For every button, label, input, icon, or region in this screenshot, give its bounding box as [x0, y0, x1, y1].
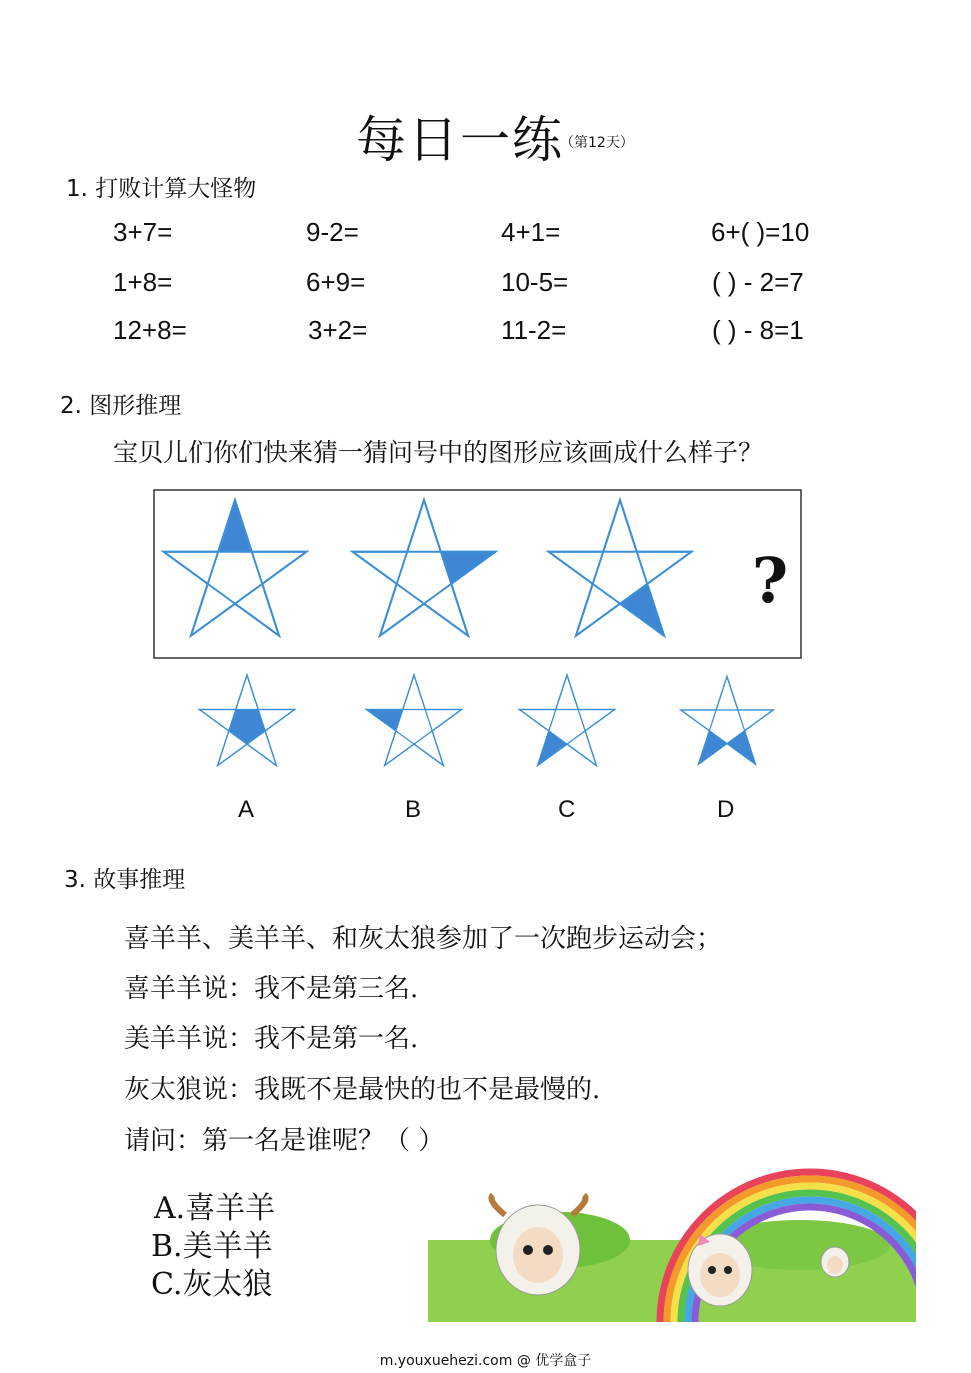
story-line: 喜羊羊说：我不是第三名. — [124, 974, 419, 1004]
section2-heading: 2. 图形推理 — [60, 393, 182, 419]
page-subtitle: （第12天） — [560, 135, 634, 151]
story-question: 请问：第一名是谁呢？（ ） — [124, 1126, 445, 1156]
equation: 9-2= — [306, 217, 359, 247]
option-label-a: A — [238, 796, 255, 823]
equation: 1+8= — [113, 267, 173, 297]
option-label-b: B — [405, 796, 422, 823]
equation: 3+7= — [113, 217, 173, 247]
equation: ( ) - 8=1 — [712, 315, 804, 345]
page-title: 每日一练 — [356, 111, 564, 169]
sequence-star-2 — [353, 500, 496, 636]
choice-b: B.美羊羊 — [151, 1229, 273, 1264]
equation: ( ) - 2=7 — [712, 267, 804, 297]
story-line: 美羊羊说：我不是第一名. — [124, 1024, 419, 1054]
option-star-d — [681, 677, 773, 765]
choice-a: A.喜羊羊 — [154, 1191, 276, 1226]
option-star-c — [519, 675, 614, 766]
footer-watermark: m.youxuehezi.com @ 优学盒子 — [379, 1353, 592, 1369]
cartoon-scene — [428, 1160, 971, 1330]
section3-heading: 3. 故事推理 — [64, 867, 186, 893]
section2-question: 宝贝儿们你们快来猜一猜问号中的图形应该画成什么样子？ — [113, 438, 764, 467]
equation: 4+1= — [501, 217, 561, 247]
sequence-frame — [154, 490, 801, 658]
question-mark: ? — [751, 544, 789, 617]
option-label-d: D — [717, 796, 735, 823]
option-star-a — [199, 675, 294, 766]
option-star-b — [366, 675, 461, 766]
equation: 12+8= — [113, 315, 187, 345]
sequence-star-1 — [164, 500, 307, 636]
sequence-star-3 — [549, 500, 692, 636]
section1-heading: 1. 打败计算大怪物 — [66, 176, 257, 202]
equation: 6+( )=10 — [711, 217, 810, 247]
choice-c: C.灰太狼 — [151, 1267, 273, 1302]
equation: 6+9= — [306, 267, 366, 297]
story-line: 喜羊羊、美羊羊、和灰太狼参加了一次跑步运动会； — [124, 924, 723, 954]
story-line: 灰太狼说：我既不是最快的也不是最慢的. — [124, 1075, 601, 1105]
equation: 10-5= — [501, 267, 569, 297]
equation: 3+2= — [308, 315, 368, 345]
equation: 11-2= — [501, 315, 567, 345]
option-label-c: C — [558, 796, 576, 823]
